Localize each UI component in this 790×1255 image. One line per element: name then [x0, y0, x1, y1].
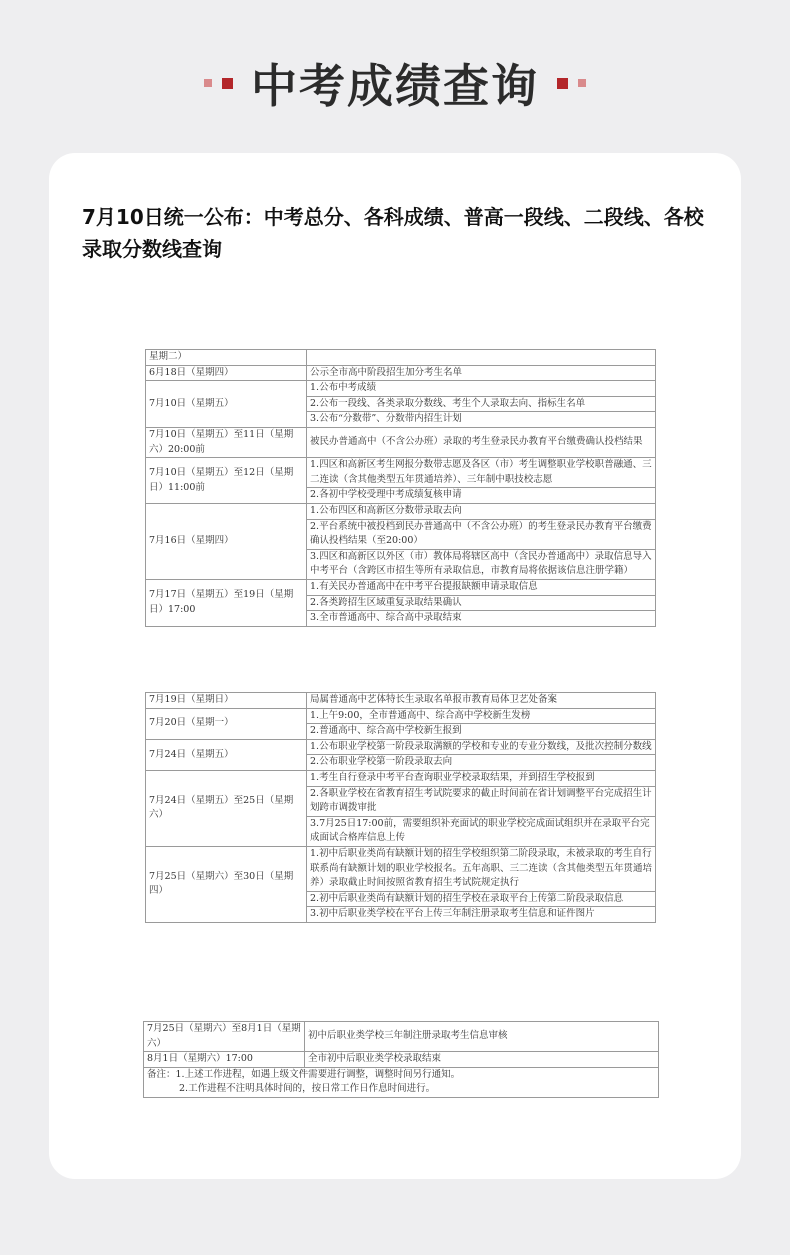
date-cell: 6月18日（星期四）	[146, 365, 307, 381]
card-subtitle: 7月10日统一公布：中考总分、各科成绩、普高一段线、二段线、各校录取分数线查询	[82, 205, 704, 261]
item-cell: 3.初中后职业类学校在平台上传三年制注册录取考生信息和证件图片	[307, 907, 656, 923]
table-row	[146, 846, 656, 891]
date-cell: 7月10日（星期五）	[146, 381, 307, 428]
decor-square-dark	[557, 78, 568, 89]
date-cell: 星期二）	[146, 350, 307, 366]
item-cell: 全市初中后职业类学校录取结束	[305, 1052, 659, 1068]
item-cell: 1.上午9:00，全市普通高中、综合高中学校新生发榜	[307, 708, 656, 724]
item-cell: 3.公布“分数带”、分数带内招生计划	[307, 412, 656, 428]
date-cell: 7月25日（星期六）至30日（星期四）	[146, 846, 307, 922]
table-row	[144, 1022, 659, 1052]
item-cell: 2.各初中学校受理中考成绩复核申请	[307, 488, 656, 504]
table-row	[146, 350, 656, 366]
schedule-table-3	[143, 1021, 659, 1098]
page-title: 中考成绩查询	[251, 59, 539, 113]
item-cell: 2.平台系统中被投档到民办普通高中（不含公办班）的考生登录民办教育平台缴费确认投档结果（至20:00）	[307, 519, 656, 549]
decor-square-light	[204, 79, 212, 87]
content-card	[49, 153, 741, 1179]
table-row	[146, 739, 656, 755]
item-cell: 1.公布中考成绩	[307, 381, 656, 397]
item-cell: 局属普通高中艺体特长生录取名单报市教育局体卫艺处备案	[307, 693, 656, 709]
item-cell: 3.7月25日17:00前，需要组织补充面试的职业学校完成面试组织并在录取平台完成面试合格库信息上传	[307, 816, 656, 846]
table-row	[144, 1052, 659, 1068]
date-cell: 7月19日（星期日）	[146, 693, 307, 709]
date-cell: 7月16日（星期四）	[146, 503, 307, 579]
table-row	[146, 708, 656, 724]
item-cell: 公示全市高中阶段招生加分考生名单	[307, 365, 656, 381]
item-cell: 2.公布一段线、各类录取分数线、考生个人录取去向、指标生名单	[307, 396, 656, 412]
item-cell: 1.公布四区和高新区分数带录取去向	[307, 503, 656, 519]
date-cell: 7月20日（星期一）	[146, 708, 307, 739]
item-cell: 3.全市普通高中、综合高中录取结束	[307, 611, 656, 627]
item-cell: 被民办普通高中（不含公办班）录取的考生登录民办教育平台缴费确认投档结果	[307, 427, 656, 457]
table-row	[146, 503, 656, 519]
item-cell: 2.各类跨招生区域重复录取结果确认	[307, 595, 656, 611]
table-row	[146, 693, 656, 709]
schedule-table-2	[145, 692, 656, 923]
table-row	[146, 381, 656, 397]
date-cell: 7月10日（星期五）至11日（星期六）20:00前	[146, 427, 307, 457]
table-row	[146, 365, 656, 381]
right-decoration	[557, 78, 586, 89]
item-cell: 2.公布职业学校第一阶段录取去向	[307, 755, 656, 771]
decor-square-dark	[222, 78, 233, 89]
note-line-2: 2.工作进程不注明具体时间的，按日常工作日作息时间进行。	[179, 1083, 436, 1095]
left-decoration	[204, 78, 233, 89]
table-row	[146, 458, 656, 488]
note-row	[144, 1067, 659, 1097]
table-row	[146, 770, 656, 786]
item-cell	[307, 350, 656, 366]
decor-square-light	[578, 79, 586, 87]
item-cell: 1.公布职业学校第一阶段录取满额的学校和专业的专业分数线，及批次控制分数线	[307, 739, 656, 755]
table-row	[146, 427, 656, 457]
item-cell: 2.各职业学校在省教育招生考试院要求的截止时间前在省计划调整平台完成招生计划跨市调拨审批	[307, 786, 656, 816]
item-cell: 1.初中后职业类尚有缺额计划的招生学校组织第二阶段录取，未被录取的考生自行联系尚有缺额计划的职业学校报名。五年高职、三二连读（含其他类型五年贯通培养）录取截止时间按照省教育招生考试院规定执行	[307, 846, 656, 891]
item-cell: 初中后职业类学校三年制注册录取考生信息审核	[305, 1022, 659, 1052]
date-cell: 7月25日（星期六）至8月1日（星期六）	[144, 1022, 305, 1052]
item-cell: 1.考生自行登录中考平台查询职业学校录取结果，并到招生学校报到	[307, 770, 656, 786]
item-cell: 2.初中后职业类尚有缺额计划的招生学校在录取平台上传第二阶段录取信息	[307, 891, 656, 907]
date-cell: 7月24日（星期五）至25日（星期六）	[146, 770, 307, 846]
date-cell: 7月24日（星期五）	[146, 739, 307, 770]
note-line-1: 备注：1.上述工作进程，如遇上级文件需要进行调整，调整时间另行通知。	[147, 1068, 461, 1080]
item-cell: 3.四区和高新区以外区（市）教体局将辖区高中（含民办普通高中）录取信息导入中考平台（含跨区市招生等所有录取信息，市教育局将依据该信息注册学籍）	[307, 549, 656, 579]
item-cell: 2.普通高中、综合高中学校新生报到	[307, 724, 656, 740]
page-header	[0, 48, 790, 118]
note-cell	[144, 1067, 659, 1097]
schedule-table-1	[145, 349, 656, 627]
item-cell: 1.四区和高新区考生网报分数带志愿及各区（市）考生调整职业学校职普融通、三二连读（含其他类型五年贯通培养）、三年制中职技校志愿	[307, 458, 656, 488]
date-cell: 8月1日（星期六）17:00	[144, 1052, 305, 1068]
date-cell: 7月10日（星期五）至12日（星期日）11:00前	[146, 458, 307, 504]
item-cell: 1.有关民办普通高中在中考平台提报缺额申请录取信息	[307, 579, 656, 595]
date-cell: 7月17日（星期五）至19日（星期日）17:00	[146, 579, 307, 626]
table-row	[146, 579, 656, 595]
